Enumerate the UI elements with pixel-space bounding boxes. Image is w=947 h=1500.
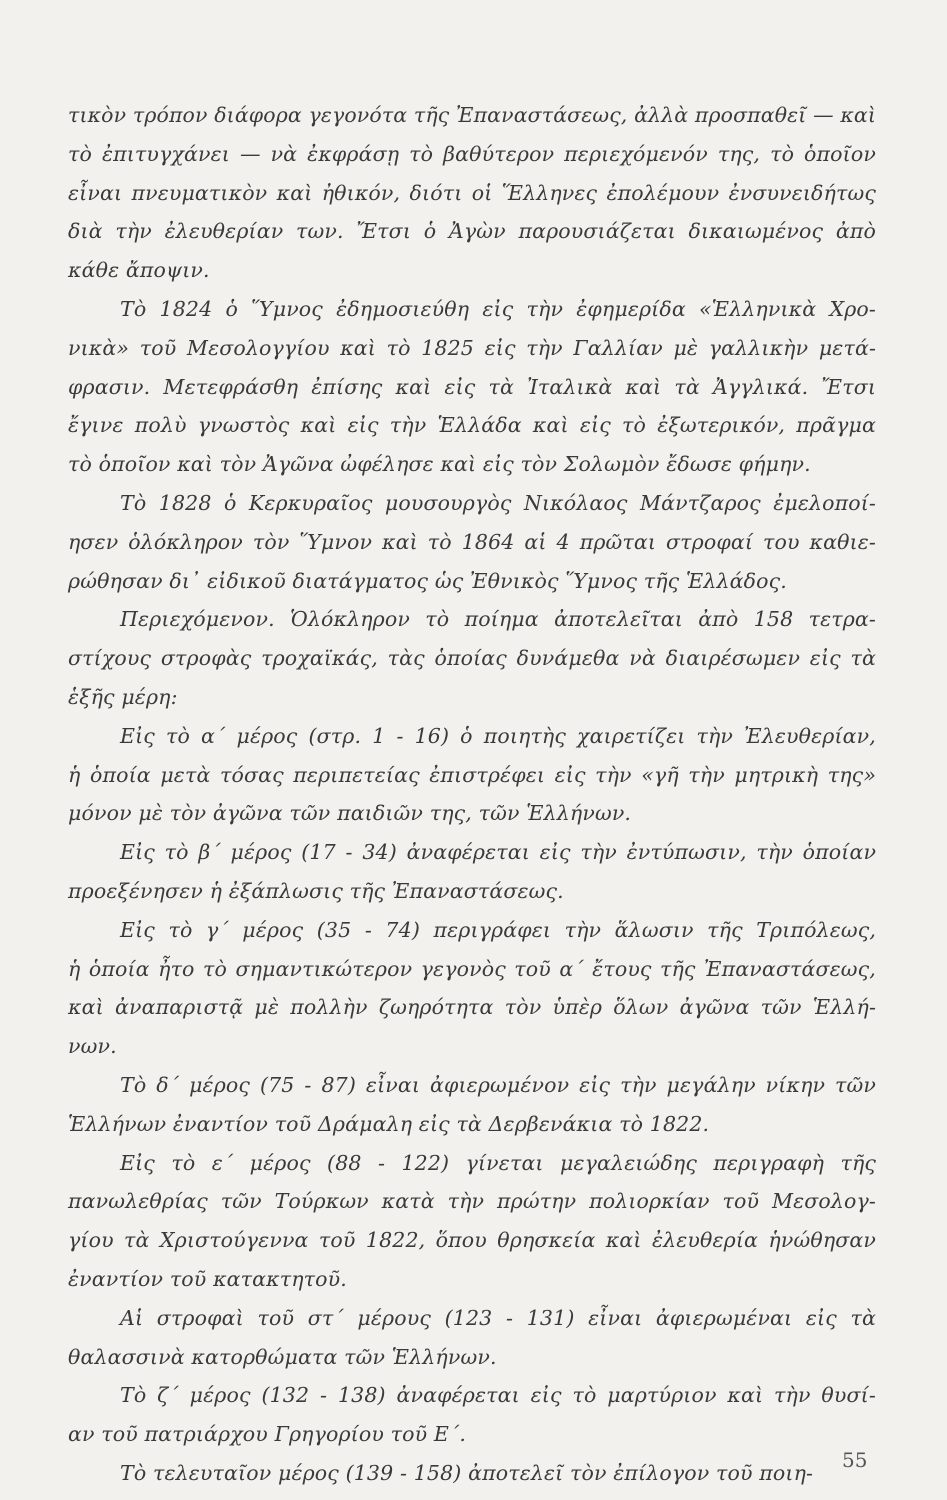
text-line: κάθε ἄποψιν. [68, 258, 210, 283]
text-line: Τὸ 1824 ὁ Ὕμνος ἐδημοσιεύθη εἰς τὴν ἐφημερίδα «Ἑλληνικὰ Χρο- [120, 296, 876, 321]
text-line: ἡ ὁποία ἦτο τὸ σημαντικώτερον γεγονὸς τοῦ α´ ἔτους τῆς Ἐπαναστάσεως, [68, 956, 876, 981]
text-line: Εἰς τὸ ε´ μέρος (88 - 122) γίνεται μεγαλειώδης περιγραφὴ τῆς [120, 1150, 877, 1175]
page-number: 55 [842, 1448, 868, 1472]
text-line: φρασιν. Μετεφράσθη ἐπίσης καὶ εἰς τὰ Ἰταλικὰ καὶ τὰ Ἀγγλικά. Ἔτσι [68, 374, 877, 399]
text-line: στίχους στροφὰς τροχαϊκάς, τὰς ὁποίας δυνάμεθα νὰ διαιρέσωμεν εἰς τὰ [68, 646, 877, 671]
text-line: νων. [68, 1034, 117, 1059]
text-line: Εἰς τὸ γ´ μέρος (35 - 74) περιγράφει τὴν ἅλωσιν τῆς Τριπόλεως, [120, 917, 877, 942]
text-line: Τὸ τελευταῖον μέρος (139 - 158) ἀποτελεῖ τὸν ἐπίλογον τοῦ ποιη- [120, 1460, 814, 1485]
text-line: αν τοῦ πατριάρχου Γρηγορίου τοῦ Ε´. [68, 1422, 467, 1447]
text-line: διὰ τὴν ἐλευθερίαν των. Ἔτσι ὁ Ἀγὼν παρουσιάζεται δικαιωμένος ἀπὸ [68, 219, 876, 244]
text-line: μόνον μὲ τὸν ἀγῶνα τῶν παιδιῶν της, τῶν Ἑλλήνων. [68, 801, 632, 826]
text-line: ησεν ὁλόκληρον τὸν Ὕμνον καὶ τὸ 1864 αἱ 4 πρῶται στροφαί του καθιε- [68, 529, 876, 554]
text-line: ἔγινε πολὺ γνωστὸς καὶ εἰς τὴν Ἑλλάδα καὶ εἰς τὸ ἐξωτερικόν, πρᾶγμα [68, 413, 876, 438]
text-line: ρώθησαν δι᾽ εἰδικοῦ διατάγματος ὡς Ἐθνικὸς Ὕμνος τῆς Ἑλλάδος. [68, 568, 787, 593]
text-line: Περιεχόμενον. Ὁλόκληρον τὸ ποίημα ἀποτελεῖται ἀπὸ 158 τετρα- [120, 607, 876, 632]
text-line: Τὸ δ´ μέρος (75 - 87) εἶναι ἀφιερωμένον εἰς τὴν μεγάλην νίκην τῶν [120, 1072, 877, 1097]
text-line: τὸ ἐπιτυγχάνει — νὰ ἐκφράσῃ τὸ βαθύτερον περιεχόμενόν της, τὸ ὁποῖον [68, 141, 876, 166]
text-line: Εἰς τὸ β´ μέρος (17 - 34) ἀναφέρεται εἰς τὴν ἐντύπωσιν, τὴν ὁποίαν [120, 840, 877, 865]
text-line: νικὰ» τοῦ Μεσολογγίου καὶ τὸ 1825 εἰς τὴν Γαλλίαν μὲ γαλλικὴν μετά- [68, 335, 877, 360]
text-line: προεξένησεν ἡ ἐξάπλωσις τῆς Ἐπαναστάσεως. [68, 878, 564, 903]
text-line: Ἑλλήνων ἐναντίον τοῦ Δράμαλη εἰς τὰ Δερβενάκια τὸ 1822. [68, 1111, 710, 1136]
text-line: ἐναντίον τοῦ κατακτητοῦ. [68, 1266, 347, 1291]
text-line: τὸ ὁποῖον καὶ τὸν Ἀγῶνα ὠφέλησε καὶ εἰς τὸν Σολωμὸν ἔδωσε φήμην. [68, 452, 811, 477]
text-line: ἑξῆς μέρη: [68, 684, 178, 709]
text-line: Τὸ 1828 ὁ Κερκυραῖος μουσουργὸς Νικόλαος Μάντζαρος ἐμελοποί- [120, 490, 877, 515]
text-line: Αἱ στροφαὶ τοῦ στ´ μέρους (123 - 131) εἶναι ἀφιερωμέναι εἰς τὰ [120, 1305, 877, 1330]
text-line: θαλασσινὰ κατορθώματα τῶν Ἑλλήνων. [68, 1344, 497, 1369]
text-line: γίου τὰ Χριστούγεννα τοῦ 1822, ὅπου θρησκεία καὶ ἐλευθερία ἡνώθησαν [68, 1228, 877, 1253]
page-text-body [68, 96, 876, 1493]
text-line: τικὸν τρόπον διάφορα γεγονότα τῆς Ἐπαναστάσεως, ἀλλὰ προσπαθεῖ — καὶ [68, 103, 877, 127]
text-line: καὶ ἀναπαριστᾷ μὲ πολλὴν ζωηρότητα τὸν ὑπὲρ ὅλων ἀγῶνα τῶν Ἑλλή- [68, 995, 877, 1020]
text-line: πανωλεθρίας τῶν Τούρκων κατὰ τὴν πρώτην πολιορκίαν τοῦ Μεσολογ- [68, 1189, 876, 1214]
text-line: Εἰς τὸ α´ μέρος (στρ. 1 - 16) ὁ ποιητὴς χαιρετίζει τὴν Ἐλευθερίαν, [120, 723, 876, 748]
text-line: Τὸ ζ´ μέρος (132 - 138) ἀναφέρεται εἰς τὸ μαρτύριον καὶ τὴν θυσί- [120, 1383, 876, 1408]
text-line: εἶναι πνευματικὸν καὶ ἠθικόν, διότι οἱ Ἕλληνες ἐπολέμουν ἐνσυνειδήτως [68, 180, 876, 205]
text-line: ἡ ὁποία μετὰ τόσας περιπετείας ἐπιστρέφει εἰς τὴν «γῆ τὴν μητρικὴ της» [68, 762, 877, 787]
